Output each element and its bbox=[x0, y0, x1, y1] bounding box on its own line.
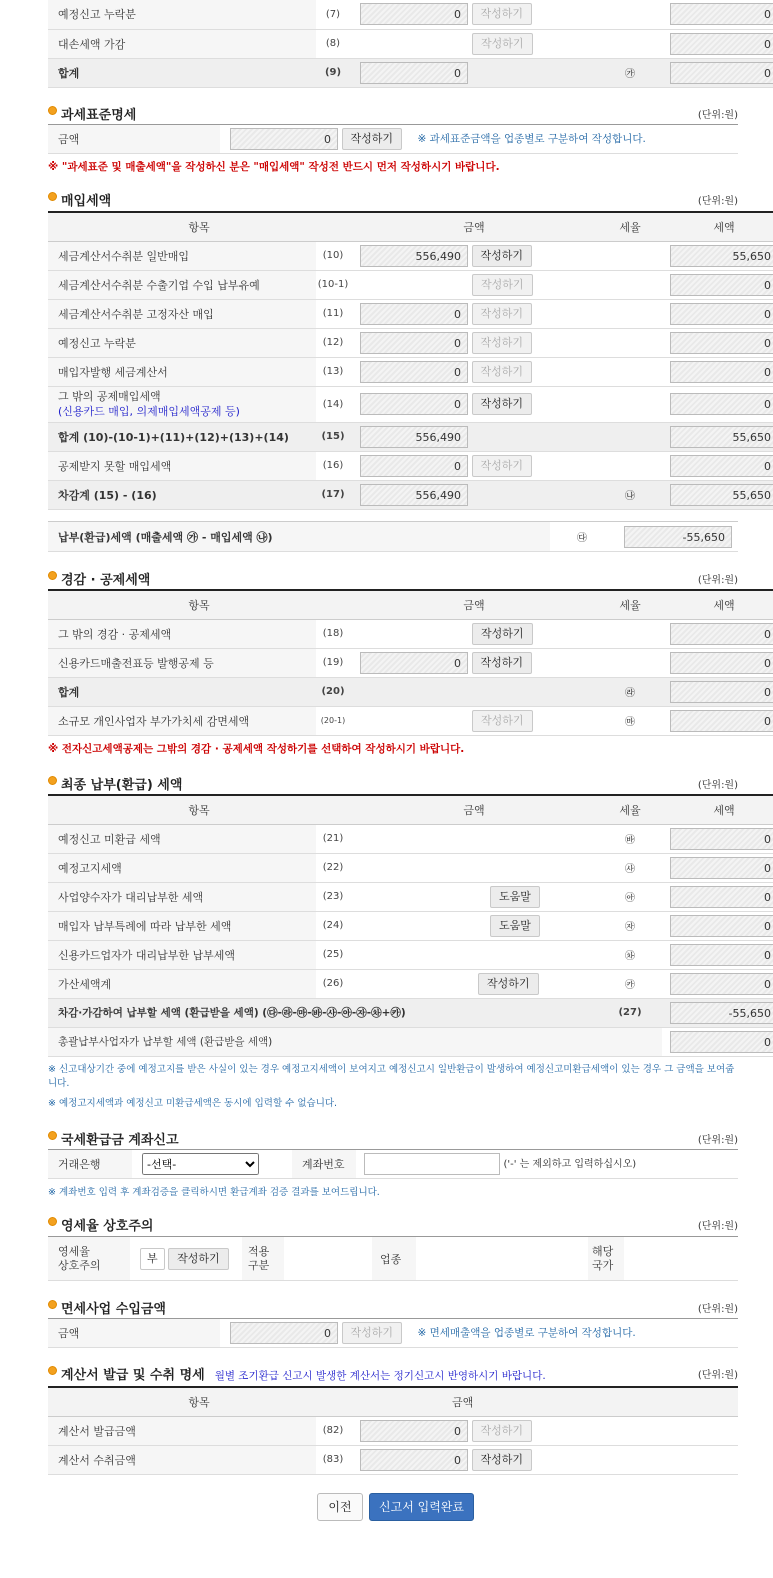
table-row: 차감·가감하여 납부할 세액 (환급받을 세액) (㉰-㉱-㉲-㉳-㉴-㉵-㉶-㉷+㉸) (27) -55,650 bbox=[48, 998, 773, 1027]
invoice-section-header: 계산서 발급 및 수취 명세 월별 조기환급 신고시 발생한 계산서는 정기신고시 반영하시기 바랍니다. (단위:원) bbox=[48, 1364, 738, 1382]
tax-input[interactable]: 0 bbox=[670, 455, 773, 477]
help-button[interactable]: 도움말 bbox=[490, 915, 540, 937]
write-button[interactable]: 작성하기 bbox=[478, 973, 539, 995]
exempt-table: 금액 0 작성하기 ※ 면세매출액을 업종별로 구분하여 작성합니다. bbox=[48, 1318, 738, 1348]
bullet-icon bbox=[48, 1300, 57, 1309]
amount-input[interactable]: 556,490 bbox=[360, 426, 468, 448]
invoice-table: 항목 금액 계산서 발급금액 (82) 0 작성하기 계산서 수취금액 (83) 0 작성하기 bbox=[48, 1386, 738, 1475]
table-row: 매입자발행 세금계산서 (13) 0 작성하기 0 bbox=[48, 357, 773, 386]
tax-input[interactable]: 0 bbox=[670, 886, 773, 908]
refund-section-header: 국세환급금 계좌신고 (단위:원) bbox=[48, 1129, 738, 1147]
refund-table: 거래은행 -선택- 계좌번호 ('-' 는 제외하고 입력하십시오) bbox=[48, 1149, 738, 1179]
reduction-section-header: 경감 · 공제세액 (단위:원) bbox=[48, 569, 738, 587]
write-button[interactable]: 작성하기 bbox=[472, 710, 533, 732]
tax-input[interactable]: -55,650 bbox=[670, 1002, 773, 1024]
amount-input[interactable]: 0 bbox=[360, 332, 468, 354]
write-button[interactable]: 작성하기 bbox=[472, 455, 533, 477]
purchase-table: 항목 금액 세율 세액 세금계산서수취분 일반매입 (10) 556,490 작성하기 55,650 세금계산서수취분 수출기업 수입 납부유예 (10-1) 작성하기 0 세금계산서수취분 고정자산 매입 (11) 0 작성하기 0 예정신고 누락분 (12) 0 작성하기 0 매입자발행 세금계산서 (13) 0 작성하기 0 그 밖의 공제매입세액 (신용카드 매입, 의제매입세액공제 등) (14) 0 작성하기 0 합계 (10)-(10-1)+(11)+(12)+(13)+(14) (15) 556,490 55,650 공제받지 못할 매입세액 (16) 0 작성하기 0 차감계 (15) - (16) (17) 556,490 ㉯ 55,650 bbox=[48, 211, 738, 510]
tax-input[interactable]: 0 bbox=[670, 393, 773, 415]
tax-input[interactable]: 55,650 bbox=[670, 484, 773, 506]
write-button[interactable]: 작성하기 bbox=[472, 361, 533, 383]
amount-input[interactable]: 556,490 bbox=[360, 245, 468, 267]
bank-select[interactable] bbox=[142, 1153, 259, 1175]
amount-input[interactable]: 0 bbox=[360, 3, 468, 25]
tax-input[interactable]: 0 bbox=[670, 274, 773, 296]
amount-input[interactable]: 0 bbox=[360, 303, 468, 325]
tax-input[interactable]: 0 bbox=[670, 915, 773, 937]
submit-button[interactable]: 신고서 입력완료 bbox=[369, 1493, 474, 1521]
write-button[interactable]: 작성하기 bbox=[472, 1420, 533, 1442]
tax-input[interactable]: 0 bbox=[670, 652, 773, 674]
exempt-amount-input[interactable]: 0 bbox=[230, 1322, 338, 1344]
top-rows-table bbox=[48, 0, 771, 88]
tax-input[interactable]: 0 bbox=[670, 303, 773, 325]
final-table: 항목 금액 세율 세액 예정신고 미환급 세액 (21) ㉳ 0 예정고지세액 (22) ㉴ 0 사업양수자가 대리납부한 세액 (23) 도움말 ㉵ 0 매입자 납부특례에 따라 납부한 세액 (24) 도움말 ㉶ 0 신용카드업자가 대리납부한 납부세액 (25) ㉷ 0 가산세액계 (26) 작성하기 ㉸ 0 차감·가감하여 납부할 세액 (환급받을 세액) (㉰-㉱-㉲-㉳-㉴-㉵-㉶-㉷+㉸) (27) -55,650 총괄납부사업자가 납부할 세액 (환급받을 세액) 0 bbox=[48, 794, 738, 1057]
tax-input[interactable]: 0 bbox=[670, 1031, 773, 1053]
zero-rate-value[interactable]: 부 bbox=[140, 1248, 165, 1270]
purchase-section-header: 매입세액 (단위:원) bbox=[48, 190, 738, 208]
table-row: 가산세액계 (26) 작성하기 ㉸ 0 bbox=[48, 969, 773, 998]
tax-input[interactable]: 0 bbox=[670, 33, 773, 55]
table-row: 계산서 수취금액 (83) 0 작성하기 bbox=[48, 1445, 738, 1474]
table-row: 대손세액 가감 (8) 작성하기 0 bbox=[48, 29, 773, 58]
tax-input[interactable]: 55,650 bbox=[670, 426, 773, 448]
write-button[interactable]: 작성하기 bbox=[472, 33, 533, 55]
write-button[interactable]: 작성하기 bbox=[472, 3, 533, 25]
prev-button[interactable]: 이전 bbox=[317, 1493, 363, 1521]
tax-input[interactable]: 0 bbox=[670, 361, 773, 383]
amount-input[interactable]: 0 bbox=[360, 62, 468, 84]
table-row: 그 밖의 공제매입세액 (신용카드 매입, 의제매입세액공제 등) (14) 0 작성하기 0 bbox=[48, 386, 773, 422]
tax-input[interactable]: 0 bbox=[670, 623, 773, 645]
table-row: 예정고지세액 (22) ㉴ 0 bbox=[48, 853, 773, 882]
zero-rate-section-header: 영세율 상호주의 (단위:원) bbox=[48, 1215, 738, 1233]
tax-input[interactable]: 0 bbox=[670, 828, 773, 850]
bullet-icon bbox=[48, 776, 57, 785]
table-row: 소규모 개인사업자 부가가치세 감면세액 (20-1) 작성하기 ㉲ 0 bbox=[48, 706, 773, 735]
table-row: 총괄납부사업자가 납부할 세액 (환급받을 세액) 0 bbox=[48, 1027, 773, 1056]
table-row: 계산서 발급금액 (82) 0 작성하기 bbox=[48, 1416, 738, 1445]
write-button[interactable]: 작성하기 bbox=[472, 1449, 533, 1471]
table-row: 공제받지 못할 매입세액 (16) 0 작성하기 0 bbox=[48, 451, 773, 480]
table-row: 합계 (9) 0 ㉮ 0 bbox=[48, 58, 773, 87]
bullet-icon bbox=[48, 106, 57, 115]
tax-input[interactable]: 0 bbox=[670, 944, 773, 966]
tax-base-input[interactable]: 0 bbox=[230, 128, 338, 150]
bullet-icon bbox=[48, 192, 57, 201]
amount-input[interactable]: 0 bbox=[360, 1449, 468, 1471]
table-row: 사업양수자가 대리납부한 세액 (23) 도움말 ㉵ 0 bbox=[48, 882, 773, 911]
payable-table: 납부(환급)세액 (매출세액 ㉮ - 매입세액 ㉯) ㉰ -55,650 bbox=[48, 521, 738, 552]
tax-base-section-header: 과세표준명세 (단위:원) bbox=[48, 104, 738, 122]
table-row: 세금계산서수취분 일반매입 (10) 556,490 작성하기 55,650 bbox=[48, 241, 773, 270]
tax-input[interactable]: 0 bbox=[670, 973, 773, 995]
add-tax-link[interactable]: 가산세액계 bbox=[48, 969, 316, 998]
amount-input[interactable]: 0 bbox=[360, 1420, 468, 1442]
tax-input[interactable]: 0 bbox=[670, 62, 773, 84]
payable-input[interactable]: -55,650 bbox=[624, 526, 732, 548]
tax-base-table: 금액 0 작성하기 ※ 과세표준금액을 업종별로 구분하여 작성합니다. bbox=[48, 124, 738, 154]
tax-input[interactable]: 55,650 bbox=[670, 245, 773, 267]
write-button[interactable]: 작성하기 bbox=[168, 1248, 229, 1270]
table-row: 예정신고 누락분 (12) 0 작성하기 0 bbox=[48, 328, 773, 357]
amount-input[interactable]: 0 bbox=[360, 652, 468, 674]
tax-input[interactable]: 0 bbox=[670, 710, 773, 732]
exempt-section-header: 면세사업 수입금액 (단위:원) bbox=[48, 1298, 738, 1316]
tax-input[interactable]: 0 bbox=[670, 332, 773, 354]
account-number-input[interactable] bbox=[364, 1153, 500, 1175]
zero-rate-table: 영세율 상호주의 부 작성하기 적용 구분 업종 해당 국가 bbox=[48, 1236, 738, 1281]
bullet-icon bbox=[48, 1217, 57, 1226]
tax-input[interactable]: 0 bbox=[670, 3, 773, 25]
amount-input[interactable]: 0 bbox=[360, 393, 468, 415]
table-row: 그 밖의 경감 · 공제세액 (18) 작성하기 0 bbox=[48, 619, 773, 648]
write-button[interactable]: 작성하기 bbox=[472, 303, 533, 325]
write-button[interactable]: 작성하기 bbox=[472, 623, 533, 645]
table-row: 차감계 (15) - (16) (17) 556,490 ㉯ 55,650 bbox=[48, 480, 773, 509]
write-button[interactable]: 작성하기 bbox=[472, 245, 533, 267]
table-row: 합계 (10)-(10-1)+(11)+(12)+(13)+(14) (15) 556,490 55,650 bbox=[48, 422, 773, 451]
amount-input[interactable]: 556,490 bbox=[360, 484, 468, 506]
amount-input[interactable]: 0 bbox=[360, 455, 468, 477]
write-button[interactable]: 작성하기 bbox=[472, 393, 533, 415]
table-row: 세금계산서수취분 수출기업 수입 납부유예 (10-1) 작성하기 0 bbox=[48, 270, 773, 299]
bullet-icon bbox=[48, 571, 57, 580]
write-button[interactable]: 작성하기 bbox=[472, 332, 533, 354]
tax-input[interactable]: 0 bbox=[670, 857, 773, 879]
bullet-icon bbox=[48, 1131, 57, 1140]
amount-input[interactable]: 0 bbox=[360, 361, 468, 383]
table-row: 세금계산서수취분 고정자산 매입 (11) 0 작성하기 0 bbox=[48, 299, 773, 328]
table-row: 합계 (20) ㉱ 0 bbox=[48, 677, 773, 706]
write-button[interactable]: 작성하기 bbox=[472, 274, 533, 296]
write-button[interactable]: 작성하기 bbox=[342, 1322, 403, 1344]
table-row: 예정신고 누락분 (7) 0 작성하기 0 bbox=[48, 0, 773, 29]
help-button[interactable]: 도움말 bbox=[490, 886, 540, 908]
tax-input[interactable]: 0 bbox=[670, 681, 773, 703]
write-button[interactable]: 작성하기 bbox=[342, 128, 403, 150]
reduction-table: 항목 금액 세율 세액 그 밖의 경감 · 공제세액 (18) 작성하기 0 신용카드매출전표등 발행공제 등 (19) 0 작성하기 0 합계 (20) ㉱ 0 소규모 개인사업자 부가가치세 감면세액 (20-1) 작성하기 ㉲ 0 bbox=[48, 589, 738, 736]
bullet-icon bbox=[48, 1366, 57, 1375]
table-row: 신용카드업자가 대리납부한 납부세액 (25) ㉷ 0 bbox=[48, 940, 773, 969]
table-row: 매입자 납부특례에 따라 납부한 세액 (24) 도움말 ㉶ 0 bbox=[48, 911, 773, 940]
final-section-header: 최종 납부(환급) 세액 (단위:원) bbox=[48, 774, 738, 792]
write-button[interactable]: 작성하기 bbox=[472, 652, 533, 674]
table-row: 예정신고 미환급 세액 (21) ㉳ 0 bbox=[48, 824, 773, 853]
table-row: 신용카드매출전표등 발행공제 등 (19) 0 작성하기 0 bbox=[48, 648, 773, 677]
